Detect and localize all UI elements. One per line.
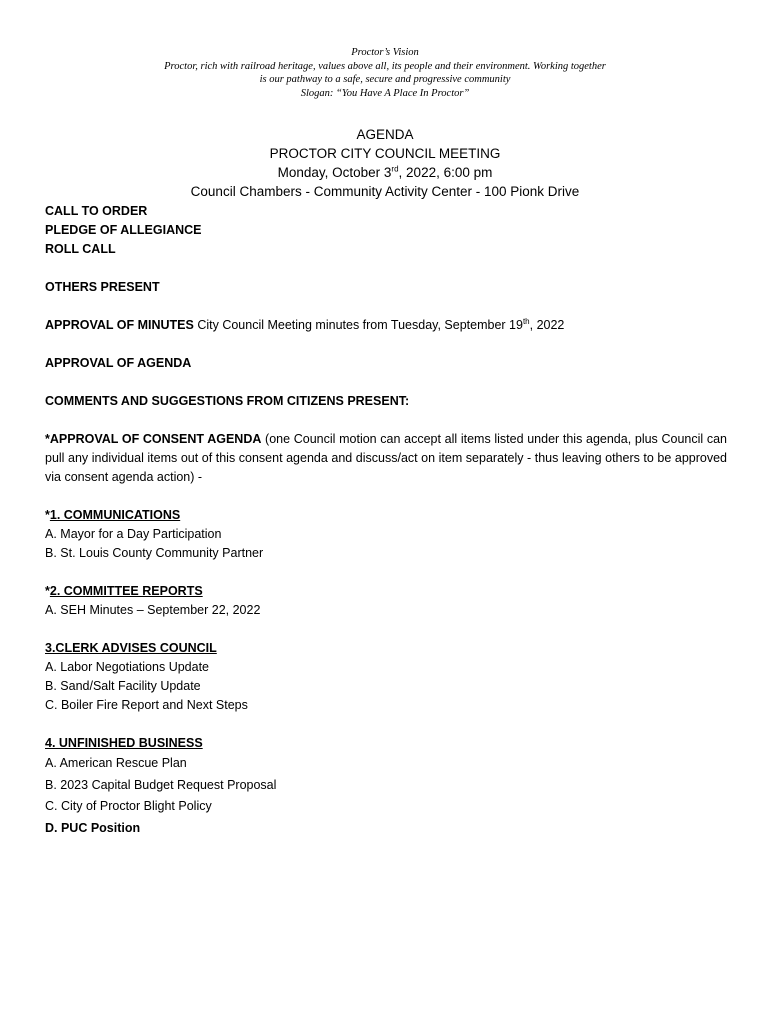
- communications-star: *: [45, 508, 50, 522]
- citizen-comments: COMMENTS AND SUGGESTIONS FROM CITIZENS PRESENT:: [45, 394, 410, 408]
- committee-star: *: [45, 584, 50, 598]
- call-to-order: CALL TO ORDER: [45, 204, 148, 218]
- committee-item: A. SEH Minutes – September 22, 2022: [45, 603, 261, 617]
- vision-line-1: Proctor, rich with railroad heritage, values above all, its people and their environment. Working together: [164, 60, 606, 72]
- clerk-item: A. Labor Negotiations Update: [45, 660, 209, 674]
- pledge-of-allegiance: PLEDGE OF ALLEGIANCE: [45, 223, 202, 237]
- communications-title: 1. COMMUNICATIONS: [49, 508, 181, 522]
- agenda-title: AGENDA: [356, 127, 414, 142]
- agenda-body: [45, 202, 727, 839]
- vision-slogan: Slogan: “You Have A Place In Proctor”: [300, 87, 470, 99]
- minutes-text-prefix: City Council Meeting minutes from Tuesday, September 19: [193, 318, 523, 332]
- communications-item: A. Mayor for a Day Participation: [45, 527, 222, 541]
- meeting-location: Council Chambers - Community Activity Center - 100 Pionk Drive: [190, 184, 580, 199]
- clerk-item: C. Boiler Fire Report and Next Steps: [45, 698, 248, 712]
- vision-statement: [100, 46, 670, 100]
- consent-agenda: [45, 430, 727, 487]
- meeting-date-sup: rd: [391, 164, 399, 174]
- committee-title: 2. COMMITTEE REPORTS: [49, 584, 203, 598]
- consent-label: *APPROVAL OF CONSENT AGENDA: [45, 432, 262, 446]
- unfinished-item: B. 2023 Capital Budget Request Proposal: [45, 777, 277, 792]
- unfinished-item: A. American Rescue Plan: [45, 756, 187, 770]
- others-present: OTHERS PRESENT: [45, 280, 160, 294]
- minutes-text-sup: th: [522, 316, 530, 326]
- minutes-label: APPROVAL OF MINUTES: [45, 318, 194, 332]
- clerk-heading: 3.CLERK ADVISES COUNCIL: [45, 641, 217, 655]
- consent-text: (one Council motion can accept all items listed under this agenda, plus Council can pull any individual items out of this consent agenda and discuss/act on item separately - thus leaving others to be approved via consent agenda action) -: [45, 432, 727, 484]
- minutes-text-suffix: , 2022: [529, 318, 565, 332]
- approval-of-minutes: [45, 316, 727, 335]
- unfinished-item: C. City of Proctor Blight Policy: [45, 799, 212, 813]
- meeting-date-prefix: Monday, October 3: [277, 165, 392, 180]
- unfinished-item-bold: D. PUC Position: [45, 820, 141, 835]
- clerk-item: B. Sand/Salt Facility Update: [45, 679, 201, 693]
- vision-title: Proctor’s Vision: [351, 47, 419, 58]
- unfinished-heading: 4. UNFINISHED BUSINESS: [45, 736, 203, 750]
- vision-line-2: is our pathway to a safe, secure and progressive community: [259, 74, 511, 85]
- roll-call: ROLL CALL: [45, 242, 116, 256]
- committee-heading: [45, 582, 727, 601]
- meeting-date-suffix: , 2022, 6:00 pm: [398, 165, 493, 180]
- approval-of-agenda: APPROVAL OF AGENDA: [45, 356, 192, 370]
- communications-heading: [45, 506, 727, 525]
- communications-item: B. St. Louis County Community Partner: [45, 546, 264, 560]
- agenda-header: [80, 125, 690, 201]
- meeting-title: PROCTOR CITY COUNCIL MEETING: [269, 146, 501, 161]
- meeting-date: [80, 163, 690, 182]
